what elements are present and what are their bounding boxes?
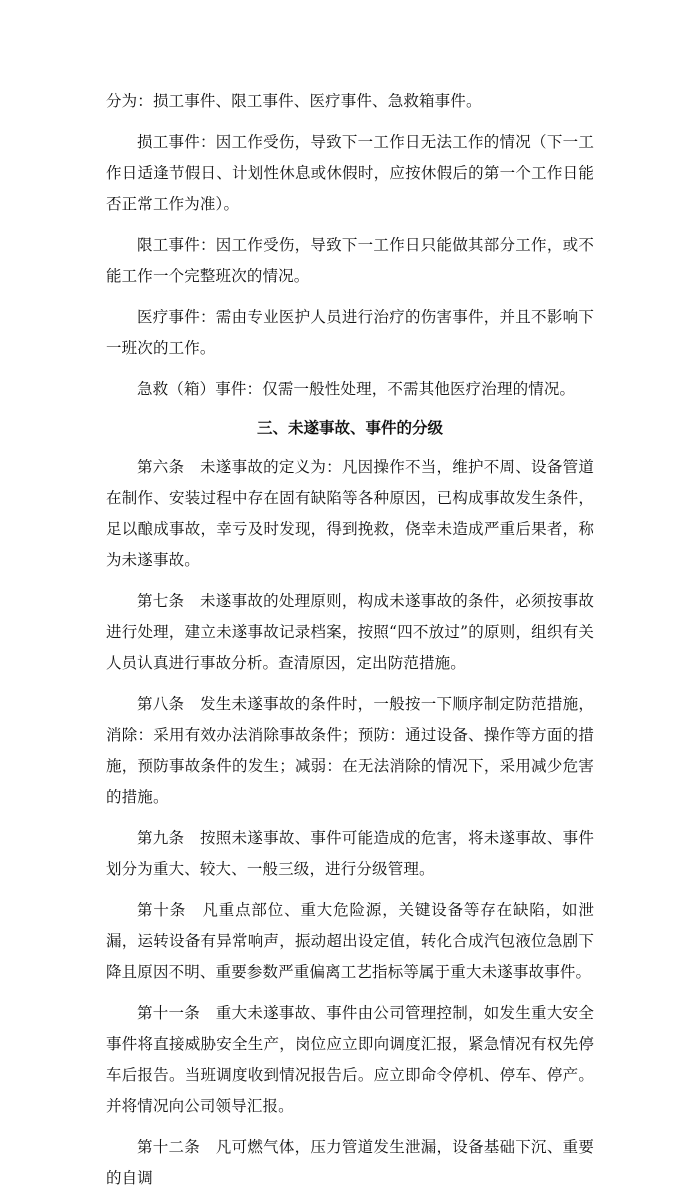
article-6: 第六条 未遂事故的定义为：凡因操作不当，维护不周、设备管道在制作、安装过程中存在固有缺陷等各种原因，已构成事故发生条件，足以酿成事故，幸亏及时发现，得到挽救，侥幸未造成严重后果者，称为未遂事故。 xyxy=(106,458,594,569)
article-7: 第七条 未遂事故的处理原则，构成未遂事故的条件，必须按事故进行处理，建立未遂事故记录档案，按照“四不放过”的原则，组织有关人员认真进行事故分析。查清原因，定出防范措施。 xyxy=(106,592,594,672)
article-12: 第十二条 凡可燃气体，压力管道发生泄漏，设备基础下沉、重要的自调 xyxy=(106,1138,594,1187)
article-11: 第十一条 重大未遂事故、事件由公司管理控制，如发生重大安全事件将直接威胁安全生产，岗位应立即向调度汇报，紧急情况有权先停车后报告。当班调度收到情况报告后。应立即命令停机、停车、停产。并将情况向公司领导汇报。 xyxy=(106,1004,594,1115)
document-body xyxy=(106,86,594,1194)
section-heading: 三、未遂事故、事件的分级 xyxy=(256,419,443,437)
paragraph-classification-intro: 分为：损工事件、限工事件、医疗事件、急救箱事件。 xyxy=(106,92,482,110)
paragraph-restricted-work-event: 限工事件：因工作受伤，导致下一工作日只能做其部分工作，或不能工作一个完整班次的情况。 xyxy=(106,236,594,285)
paragraph-first-aid-event: 急救（箱）事件：仅需一般性处理，不需其他医疗治理的情况。 xyxy=(137,380,576,398)
paragraph-lost-time-event: 损工事件：因工作受伤，导致下一工作日无法工作的情况（下一工作日适逢节假日、计划性休息或休假时，应按休假后的第一个工作日能否正常工作为准）。 xyxy=(106,133,594,213)
article-10: 第十条 凡重点部位、重大危险源，关键设备等存在缺陷，如泄漏，运转设备有异常响声，振动超出设定值，转化合成汽包液位急剧下降且原因不明、重要参数严重偏离工艺指标等属于重大未遂事故事件。 xyxy=(106,901,594,981)
article-8: 第八条 发生未遂事故的条件时，一般按一下顺序制定防范措施，消除：采用有效办法消除事故条件；预防：通过设备、操作等方面的措施，预防事故条件的发生；减弱：在无法消除的情况下，采用减少危害的措施。 xyxy=(106,695,594,806)
paragraph-medical-event: 医疗事件：需由专业医护人员进行治疗的伤害事件，并且不影响下一班次的工作。 xyxy=(106,308,594,357)
article-9: 第九条 按照未遂事故、事件可能造成的危害，将未遂事故、事件划分为重大、较大、一般三级，进行分级管理。 xyxy=(106,829,594,878)
